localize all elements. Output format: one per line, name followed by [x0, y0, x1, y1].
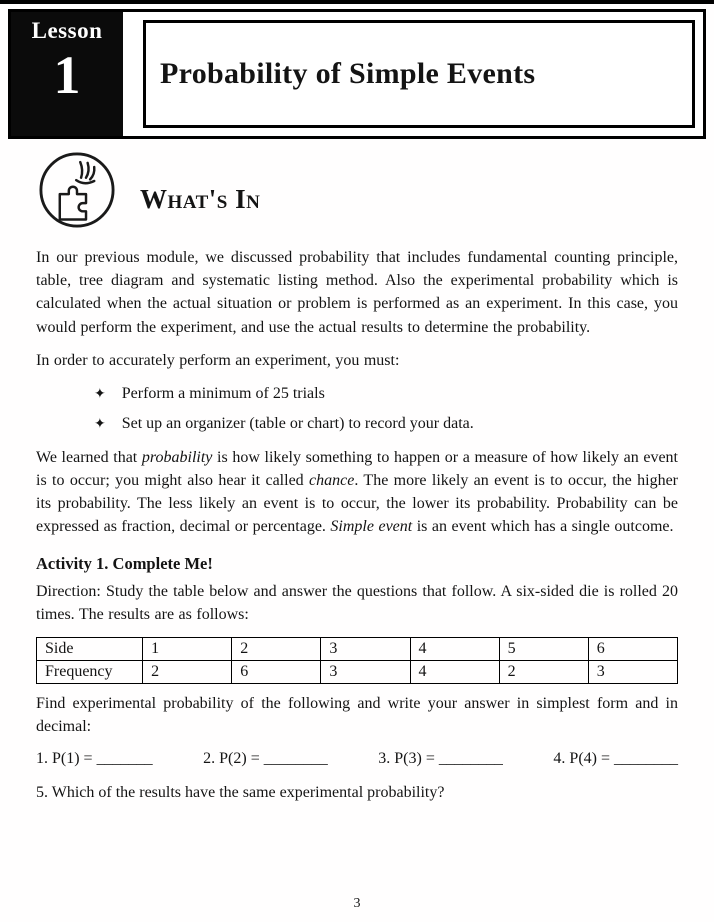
- page-number: 3: [353, 896, 361, 911]
- whats-in-heading: What's In: [140, 184, 261, 214]
- table-row: [37, 660, 678, 683]
- italic-term-chance: chance: [309, 471, 355, 489]
- table-cell: 3: [588, 660, 677, 683]
- text-segment: is an event which has a single outcome.: [412, 518, 674, 536]
- content-area: [0, 149, 714, 802]
- lesson-label: Lesson: [31, 18, 103, 43]
- intro-paragraph: In our previous module, we discussed probability that includes fundamental counting principle, table, tree diagram and systematic listing method. Also the experimental probability which is calculated when the actual situation or problem is performed as an experiment. In this case, you would perform the experiment, and use the actual results to determine the probability.: [36, 249, 678, 336]
- experiment-bullet-list: [94, 382, 678, 436]
- activity-heading: Activity 1. Complete Me!: [36, 554, 213, 574]
- probability-definition-paragraph: [36, 446, 678, 539]
- question-blank-4: 4. P(4) = ________: [553, 750, 678, 768]
- star-bullet-icon: ✦: [94, 417, 106, 433]
- table-row: [37, 637, 678, 660]
- experiment-lead-paragraph: In order to accurately perform an experiment, you must:: [36, 351, 400, 369]
- top-border-rule: [0, 0, 714, 4]
- list-item: [94, 382, 678, 405]
- question-5: 5. Which of the results have the same experimental probability?: [36, 784, 445, 802]
- text-segment: is how likely something to happen or a measure of how likely an event is to occur; you might also hear it called: [36, 448, 679, 489]
- row-header-frequency: Frequency: [37, 660, 143, 683]
- find-probability-instruction: Find experimental probability of the following and write your answer in simplest form and in decimal:: [36, 694, 678, 735]
- lesson-title: Probability of Simple Events: [160, 57, 536, 90]
- whats-in-header-row: [36, 149, 678, 236]
- frequency-table: [36, 637, 678, 684]
- question-blank-2: 2. P(2) = ________: [203, 750, 328, 768]
- table-cell: 5: [499, 637, 588, 660]
- lesson-number: 1: [53, 45, 81, 105]
- table-cell: 1: [143, 637, 232, 660]
- table-cell: 2: [143, 660, 232, 683]
- text-segment: We learned that: [36, 448, 142, 466]
- table-cell: 3: [321, 637, 410, 660]
- text-segment: . The more likely an event is to occur, the higher its probability. The less likely an event is to occur, the lower its probability. Probability can be expressed as fraction, decimal or percentage.: [36, 471, 679, 536]
- italic-term-probability: probability: [141, 448, 213, 466]
- question-blank-1: 1. P(1) = _______: [36, 750, 153, 768]
- hand-puzzle-icon: [36, 149, 118, 236]
- questions-row: [36, 750, 678, 768]
- bullet-text: Perform a minimum of 25 trials: [121, 384, 325, 402]
- table-cell: 4: [410, 660, 499, 683]
- bullet-text: Set up an organizer (table or chart) to record your data.: [121, 415, 474, 433]
- star-bullet-icon: ✦: [94, 386, 106, 402]
- list-item: [94, 412, 678, 435]
- table-cell: 2: [232, 637, 321, 660]
- question-blank-3: 3. P(3) = ________: [378, 750, 503, 768]
- table-cell: 6: [232, 660, 321, 683]
- row-header-side: Side: [37, 637, 143, 660]
- table-cell: 2: [499, 660, 588, 683]
- table-cell: 6: [588, 637, 677, 660]
- lesson-number-box: [11, 12, 123, 136]
- table-cell: 3: [321, 660, 410, 683]
- lesson-title-box: [143, 20, 695, 128]
- activity-direction: Direction: Study the table below and answer the questions that follow. A six-sided die is rolled 20 times. The results are as follows:: [36, 583, 678, 624]
- table-cell: 4: [410, 637, 499, 660]
- lesson-header: [8, 9, 706, 139]
- italic-term-simple-event: Simple event: [330, 518, 413, 536]
